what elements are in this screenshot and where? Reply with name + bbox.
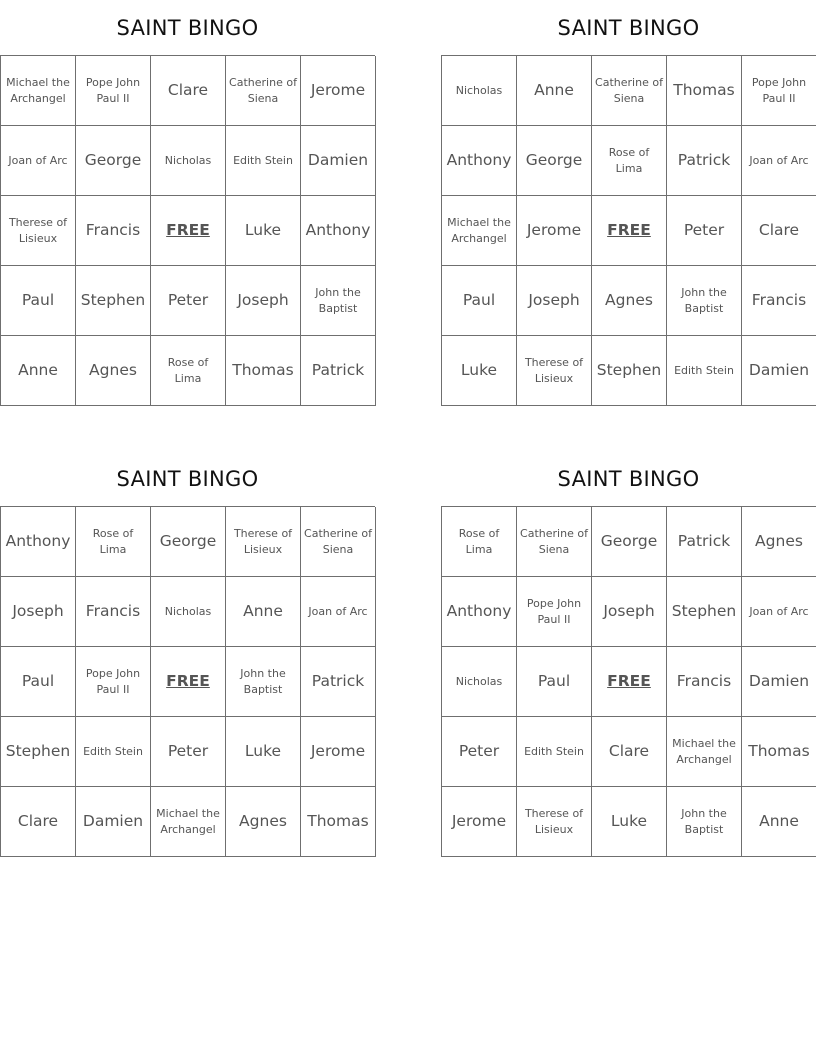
bingo-cell: Anthony xyxy=(1,507,76,577)
bingo-cell: Joan of Arc xyxy=(742,126,816,196)
bingo-cell: Damien xyxy=(76,787,151,857)
bingo-cell: Catherine of Siena xyxy=(592,56,667,126)
bingo-cell: Nicholas xyxy=(151,126,226,196)
bingo-cell: George xyxy=(592,507,667,577)
free-space-cell: FREE xyxy=(151,196,226,266)
bingo-cell: Thomas xyxy=(742,717,816,787)
bingo-cell: Nicholas xyxy=(442,56,517,126)
bingo-cell: Stephen xyxy=(1,717,76,787)
bingo-cell: George xyxy=(76,126,151,196)
bingo-cell: Edith Stein xyxy=(226,126,301,196)
bingo-cell: Patrick xyxy=(301,336,376,406)
bingo-cell: Damien xyxy=(301,126,376,196)
bingo-cell: Michael the Archangel xyxy=(151,787,226,857)
bingo-cell: Patrick xyxy=(667,507,742,577)
bingo-cell: Clare xyxy=(742,196,816,266)
bingo-card-1 xyxy=(0,0,375,406)
bingo-cell: Patrick xyxy=(301,647,376,717)
bingo-cell: Therese of Lisieux xyxy=(517,787,592,857)
bingo-cell: Luke xyxy=(592,787,667,857)
bingo-cell: Jerome xyxy=(517,196,592,266)
bingo-cell: Rose of Lima xyxy=(76,507,151,577)
bingo-cell: John the Baptist xyxy=(667,266,742,336)
free-space-cell: FREE xyxy=(592,196,667,266)
bingo-cell: George xyxy=(517,126,592,196)
bingo-cell: Peter xyxy=(442,717,517,787)
bingo-cell: Therese of Lisieux xyxy=(517,336,592,406)
bingo-cell: Anne xyxy=(517,56,592,126)
bingo-cell: Anthony xyxy=(442,126,517,196)
bingo-cell: Anne xyxy=(742,787,816,857)
bingo-cell: Anthony xyxy=(301,196,376,266)
bingo-cell: Michael the Archangel xyxy=(1,56,76,126)
bingo-cell: Joseph xyxy=(226,266,301,336)
bingo-cell: Damien xyxy=(742,647,816,717)
card-title: SAINT BINGO xyxy=(557,467,700,491)
bingo-cell: Joan of Arc xyxy=(301,577,376,647)
bingo-cell: Anthony xyxy=(442,577,517,647)
bingo-cell: Joseph xyxy=(1,577,76,647)
bingo-cell: Thomas xyxy=(301,787,376,857)
bingo-cell: Catherine of Siena xyxy=(517,507,592,577)
bingo-cell: Catherine of Siena xyxy=(226,56,301,126)
bingo-cell: Catherine of Siena xyxy=(301,507,376,577)
card-title: SAINT BINGO xyxy=(557,16,700,40)
card-title: SAINT BINGO xyxy=(116,467,259,491)
bingo-cell: Thomas xyxy=(226,336,301,406)
bingo-cell: Jerome xyxy=(301,717,376,787)
bingo-cell: John the Baptist xyxy=(667,787,742,857)
bingo-cell: Jerome xyxy=(301,56,376,126)
bingo-cell: Agnes xyxy=(76,336,151,406)
bingo-cell: Edith Stein xyxy=(517,717,592,787)
bingo-cell: Damien xyxy=(742,336,816,406)
bingo-cell: Joseph xyxy=(592,577,667,647)
bingo-cell: Clare xyxy=(592,717,667,787)
bingo-cell: Francis xyxy=(76,577,151,647)
bingo-cell: Pope John Paul II xyxy=(76,647,151,717)
bingo-grid xyxy=(441,506,816,857)
bingo-cell: Paul xyxy=(517,647,592,717)
bingo-cell: Nicholas xyxy=(151,577,226,647)
bingo-cell: Paul xyxy=(1,647,76,717)
bingo-cell: Peter xyxy=(151,717,226,787)
bingo-cell: Pope John Paul II xyxy=(742,56,816,126)
bingo-cell: Paul xyxy=(442,266,517,336)
bingo-cell: Joan of Arc xyxy=(1,126,76,196)
bingo-cell: Rose of Lima xyxy=(592,126,667,196)
bingo-cell: Agnes xyxy=(742,507,816,577)
bingo-cell: Rose of Lima xyxy=(442,507,517,577)
bingo-cell: Paul xyxy=(1,266,76,336)
bingo-cell: Francis xyxy=(76,196,151,266)
bingo-cell: Luke xyxy=(226,717,301,787)
bingo-cell: Edith Stein xyxy=(76,717,151,787)
bingo-cell: Stephen xyxy=(76,266,151,336)
bingo-cell: George xyxy=(151,507,226,577)
bingo-cell: Anne xyxy=(1,336,76,406)
bingo-cell: John the Baptist xyxy=(301,266,376,336)
bingo-cell: Michael the Archangel xyxy=(667,717,742,787)
bingo-cell: Thomas xyxy=(667,56,742,126)
bingo-cell: Peter xyxy=(667,196,742,266)
free-space-cell: FREE xyxy=(151,647,226,717)
bingo-card-4 xyxy=(441,451,816,857)
bingo-cell: Patrick xyxy=(667,126,742,196)
bingo-cell: Anne xyxy=(226,577,301,647)
bingo-cell: Pope John Paul II xyxy=(76,56,151,126)
free-space-cell: FREE xyxy=(592,647,667,717)
bingo-cell: Peter xyxy=(151,266,226,336)
bingo-grid xyxy=(0,506,375,857)
bingo-cell: Rose of Lima xyxy=(151,336,226,406)
bingo-cell: Jerome xyxy=(442,787,517,857)
bingo-cell: Stephen xyxy=(667,577,742,647)
bingo-cell: Therese of Lisieux xyxy=(226,507,301,577)
bingo-cell: Nicholas xyxy=(442,647,517,717)
bingo-cell: Agnes xyxy=(592,266,667,336)
bingo-cell: Stephen xyxy=(592,336,667,406)
bingo-cell: Luke xyxy=(442,336,517,406)
bingo-cell: Clare xyxy=(1,787,76,857)
card-title: SAINT BINGO xyxy=(116,16,259,40)
bingo-cell: Agnes xyxy=(226,787,301,857)
bingo-cell: Francis xyxy=(667,647,742,717)
bingo-cell: Joan of Arc xyxy=(742,577,816,647)
bingo-cell: Joseph xyxy=(517,266,592,336)
bingo-cell: Edith Stein xyxy=(667,336,742,406)
bingo-cell: John the Baptist xyxy=(226,647,301,717)
bingo-card-2 xyxy=(441,0,816,406)
bingo-cell: Therese of Lisieux xyxy=(1,196,76,266)
bingo-cell: Clare xyxy=(151,56,226,126)
bingo-cell: Francis xyxy=(742,266,816,336)
bingo-cell: Pope John Paul II xyxy=(517,577,592,647)
bingo-grid xyxy=(441,55,816,406)
bingo-cell: Luke xyxy=(226,196,301,266)
bingo-card-3 xyxy=(0,451,375,857)
bingo-cell: Michael the Archangel xyxy=(442,196,517,266)
bingo-grid xyxy=(0,55,375,406)
